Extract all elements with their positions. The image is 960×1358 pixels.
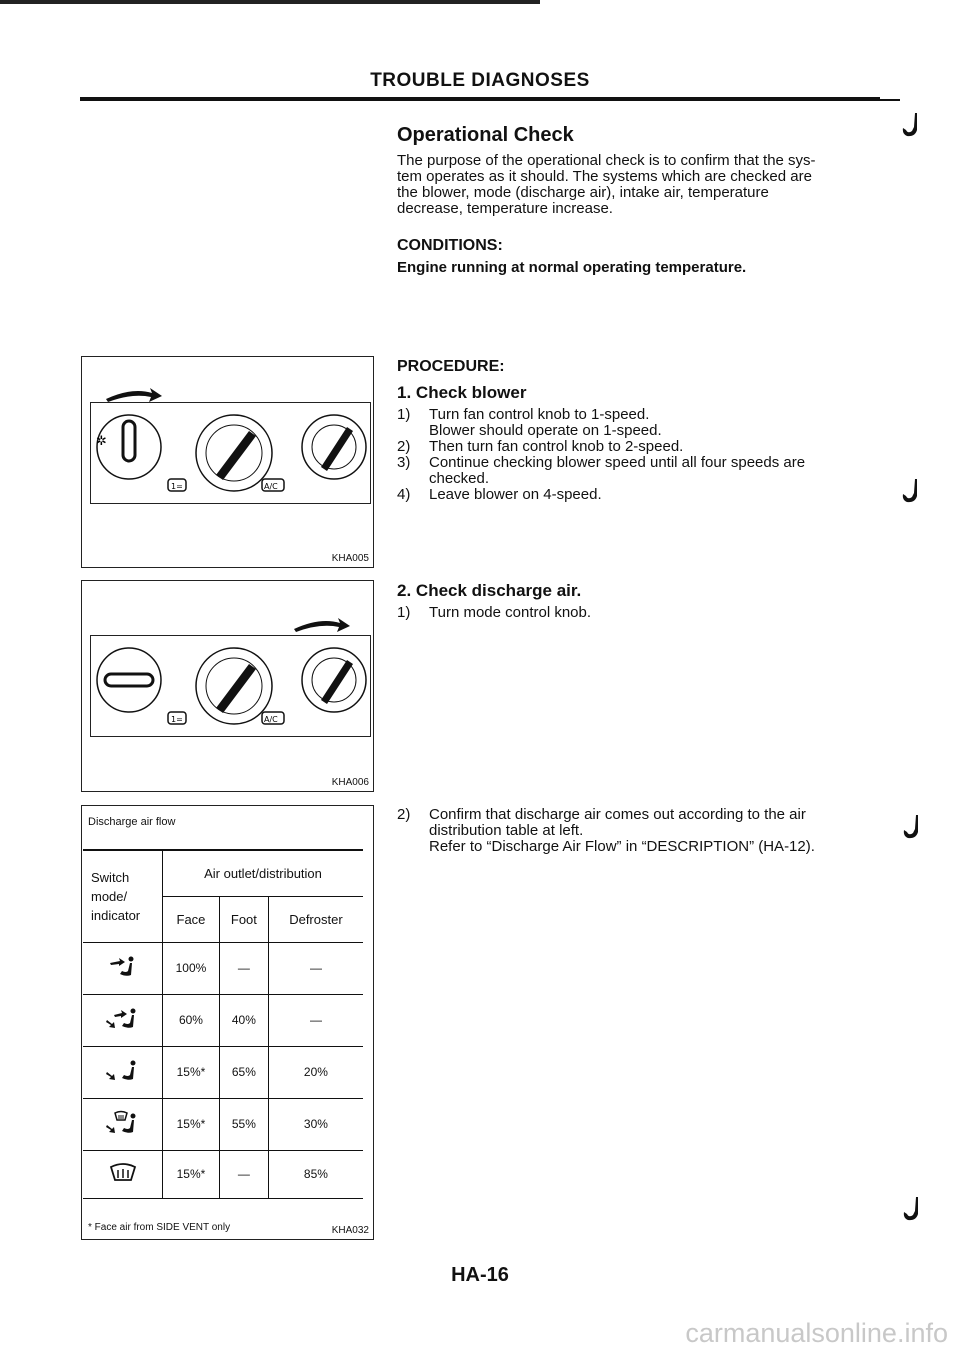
table-row xyxy=(83,994,363,1046)
step-line: Refer to “Discharge Air Flow” in “DESCRIPTION” (HA-12). xyxy=(429,838,815,855)
page-title: TROUBLE DIAGNOSES xyxy=(370,70,590,91)
step-line: Then turn fan control knob to 2-speed. xyxy=(429,438,684,455)
defrost-mode-icon xyxy=(106,1161,140,1185)
top-edge-bar xyxy=(0,0,540,4)
table-row xyxy=(83,1150,363,1198)
defroster-cell: 30% xyxy=(268,1098,363,1150)
check-title: Check blower xyxy=(415,383,527,402)
blower-steps xyxy=(397,407,897,503)
figure-code: KHA006 xyxy=(331,777,369,788)
mode-cell xyxy=(83,942,163,994)
face-cell: 15%* xyxy=(163,1098,220,1150)
face-cell: 60% xyxy=(163,994,220,1046)
table-title: Discharge air flow xyxy=(88,816,176,828)
svg-text:1=: 1= xyxy=(171,482,183,491)
step-number: 2) xyxy=(397,438,411,455)
defroster-cell: 85% xyxy=(268,1150,363,1198)
face-cell: 100% xyxy=(163,942,220,994)
step-line: distribution table at left. xyxy=(429,822,584,839)
header-line: indicator xyxy=(91,907,141,923)
check-blower-heading xyxy=(397,384,897,401)
foot-defrost-mode-icon xyxy=(106,1110,140,1136)
foot-cell: 65% xyxy=(219,1046,268,1098)
intro-paragraph xyxy=(397,153,897,217)
step-number: 3) xyxy=(397,454,411,471)
discharge-step xyxy=(397,807,897,855)
foot-cell: 40% xyxy=(219,994,268,1046)
check-number: 1. xyxy=(397,383,412,402)
intro-line: the blower, mode (discharge air), intake air, temperature xyxy=(397,184,769,201)
figure-control-panel-fan xyxy=(81,356,374,568)
check-mark-icon xyxy=(900,112,920,138)
step-number: 1) xyxy=(397,604,411,621)
control-knobs-drawing xyxy=(91,636,370,736)
step-line: Continue checking blower speed until all four speeds are xyxy=(429,454,806,471)
check-discharge-heading xyxy=(397,582,897,599)
check-number: 2. xyxy=(397,581,412,600)
control-panel-illustration xyxy=(90,402,371,504)
table-footnote: * Face air from SIDE VENT only xyxy=(88,1222,231,1233)
bi-level-mode-icon xyxy=(106,1007,140,1031)
step-line: Turn fan control knob to 1-speed. xyxy=(429,406,650,423)
section-heading: Operational Check xyxy=(397,124,574,146)
mode-cell xyxy=(83,1150,163,1198)
conditions-text: Engine running at normal operating temperature. xyxy=(397,259,747,276)
blower-step xyxy=(397,439,897,455)
step-line: Leave blower on 4-speed. xyxy=(429,486,602,503)
column-header: Face xyxy=(163,896,220,942)
step-number: 1) xyxy=(397,406,411,423)
check-discharge-step2 xyxy=(397,807,897,855)
defroster-cell: 20% xyxy=(268,1046,363,1098)
watermark: carmanualsonline.info xyxy=(685,1318,948,1348)
blower-step xyxy=(397,407,897,439)
control-knobs-drawing xyxy=(91,403,370,503)
table-row xyxy=(83,1046,363,1098)
defroster-cell: — xyxy=(268,994,363,1046)
table-header-row xyxy=(83,850,363,896)
figure-control-panel-mode xyxy=(81,580,374,792)
procedure-section xyxy=(397,358,897,503)
step-line: Blower should operate on 1-speed. xyxy=(429,422,662,439)
switch-header xyxy=(83,850,163,942)
conditions-heading: CONDITIONS: xyxy=(397,237,503,254)
arrow-icon xyxy=(292,615,352,635)
title-rule-tail xyxy=(880,99,900,101)
table-row xyxy=(83,1098,363,1150)
header-line: mode/ xyxy=(91,888,128,904)
page-number: HA-16 xyxy=(451,1264,509,1286)
mode-cell xyxy=(83,1046,163,1098)
discharge-distribution-table xyxy=(83,849,363,1199)
foot-cell: — xyxy=(219,942,268,994)
discharge-air-flow-figure xyxy=(81,805,374,1240)
column-header: Defroster xyxy=(268,896,363,942)
svg-text:A/C: A/C xyxy=(264,715,278,724)
check-discharge-section xyxy=(397,582,897,621)
step-number: 2) xyxy=(397,806,411,823)
table-row xyxy=(83,942,363,994)
discharge-step xyxy=(397,605,897,621)
title-rule xyxy=(80,97,880,101)
svg-text:✲: ✲ xyxy=(96,434,107,449)
intro-line: The purpose of the operational check is to confirm that the sys- xyxy=(397,152,816,169)
blower-step xyxy=(397,487,897,503)
svg-text:A/C: A/C xyxy=(264,482,278,491)
step-line: checked. xyxy=(429,470,490,487)
outlet-header: Air outlet/distribution xyxy=(163,850,364,896)
control-panel-illustration xyxy=(90,635,371,737)
foot-mode-icon xyxy=(106,1059,140,1083)
intro-line: tem operates as it should. The systems which are checked are xyxy=(397,168,812,185)
foot-cell: 55% xyxy=(219,1098,268,1150)
check-mark-icon xyxy=(901,814,921,840)
step-line: Confirm that discharge air comes out according to the air xyxy=(429,806,806,823)
step-number: 4) xyxy=(397,486,411,503)
face-cell: 15%* xyxy=(163,1046,220,1098)
check-title: Check discharge air. xyxy=(415,581,582,600)
procedure-heading: PROCEDURE: xyxy=(397,358,505,375)
face-cell: 15%* xyxy=(163,1150,220,1198)
header-line: Switch xyxy=(91,869,130,885)
intro-line: decrease, temperature increase. xyxy=(397,200,613,217)
figure-code: KHA005 xyxy=(331,553,369,564)
svg-text:1=: 1= xyxy=(171,715,183,724)
blower-step xyxy=(397,455,897,487)
step-line: Turn mode control knob. xyxy=(429,604,592,621)
check-mark-icon xyxy=(900,478,920,504)
foot-cell: — xyxy=(219,1150,268,1198)
column-header: Foot xyxy=(219,896,268,942)
check-mark-icon xyxy=(901,1196,921,1222)
mode-cell xyxy=(83,994,163,1046)
operational-check-section xyxy=(397,124,897,276)
vent-face-mode-icon xyxy=(106,955,140,979)
figure-code: KHA032 xyxy=(331,1225,369,1236)
defroster-cell: — xyxy=(268,942,363,994)
mode-cell xyxy=(83,1098,163,1150)
